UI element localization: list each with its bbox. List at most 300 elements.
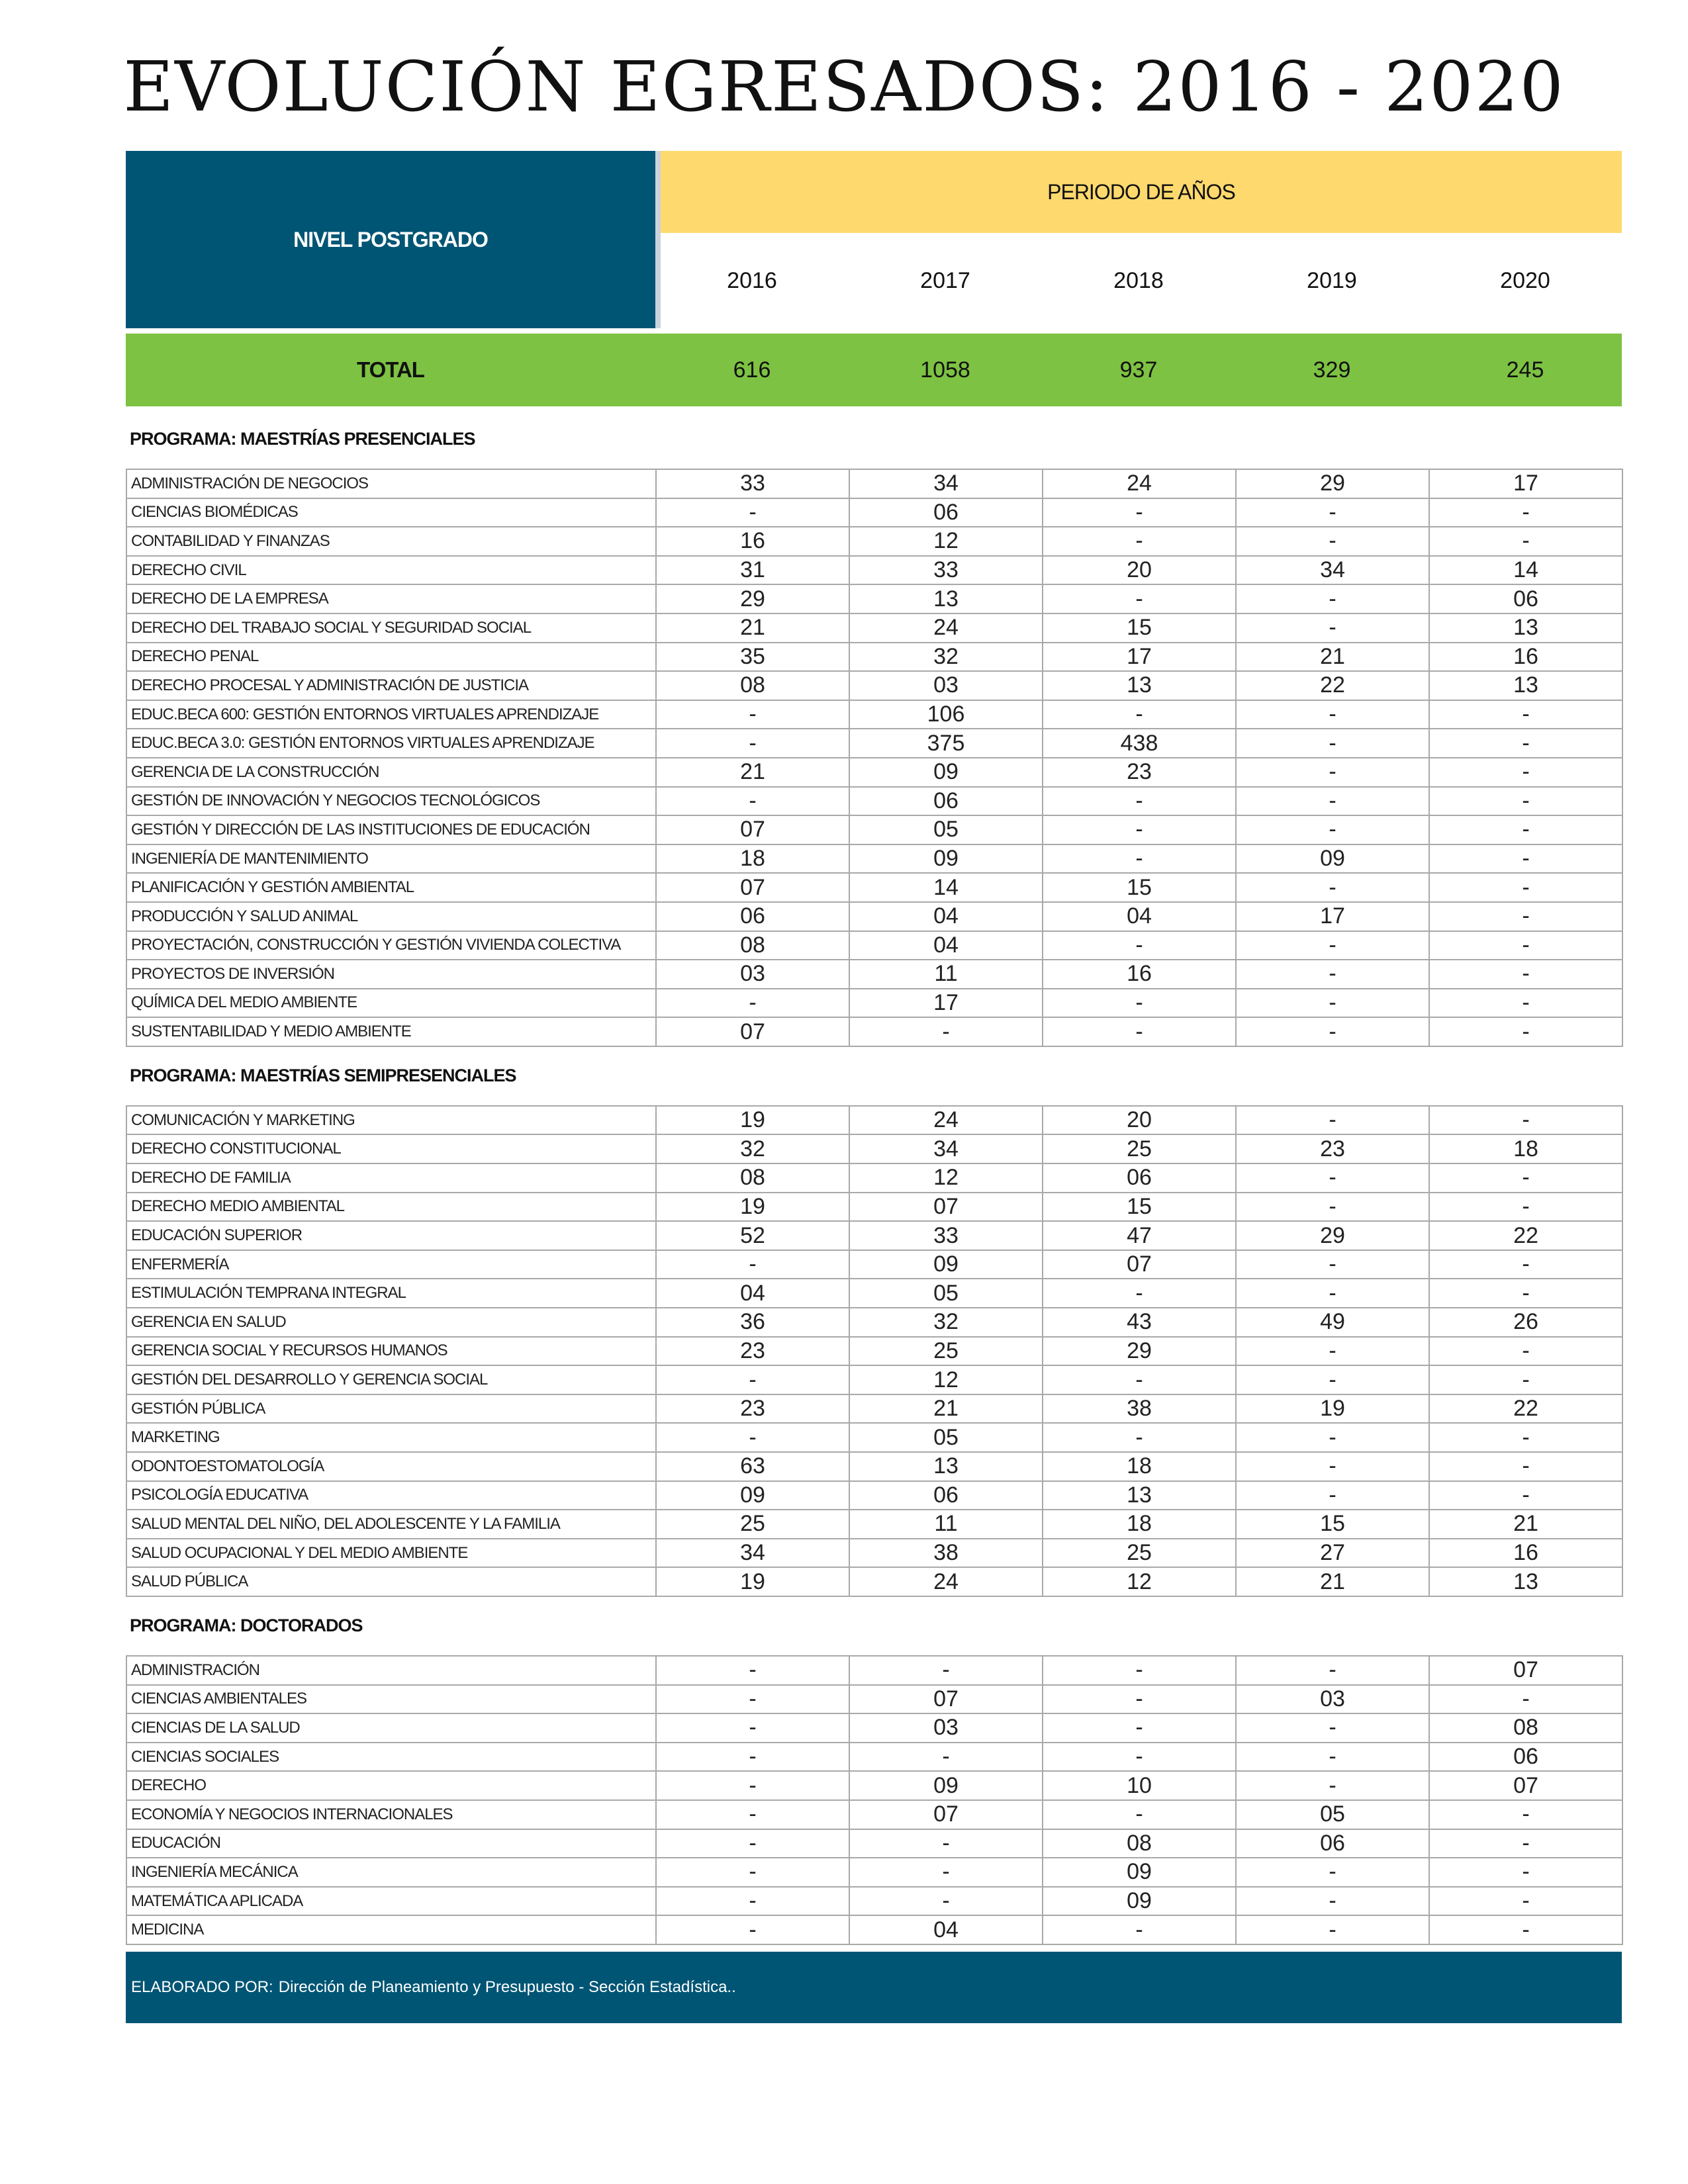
program-name: DERECHO <box>126 1771 656 1800</box>
graduates-count-cell: - <box>1236 758 1429 787</box>
graduates-count-cell: - <box>656 1713 849 1743</box>
graduates-count-cell: - <box>1429 787 1622 816</box>
table-row <box>126 873 1622 902</box>
table-row <box>126 469 1622 498</box>
graduates-count-cell: - <box>1043 1423 1236 1452</box>
graduates-count-cell: - <box>1429 1829 1622 1858</box>
table-row <box>126 700 1622 729</box>
graduates-count-cell: 36 <box>656 1308 849 1337</box>
program-name: PRODUCCIÓN Y SALUD ANIMAL <box>126 902 656 931</box>
graduates-count-cell: 19 <box>656 1193 849 1222</box>
graduates-count-cell: 33 <box>849 1221 1043 1250</box>
graduates-count-cell: 23 <box>656 1394 849 1424</box>
graduates-count-cell: - <box>656 787 849 816</box>
graduates-count-cell: - <box>1429 527 1622 556</box>
graduates-count-cell: 29 <box>1236 1221 1429 1250</box>
program-name: GESTIÓN Y DIRECCIÓN DE LAS INSTITUCIONES DE EDUCACIÓN <box>126 815 656 844</box>
graduates-count-cell: 05 <box>849 1279 1043 1308</box>
graduates-count-cell: 13 <box>1429 1567 1622 1596</box>
graduates-count-cell: - <box>1236 498 1429 527</box>
program-name: DERECHO MEDIO AMBIENTAL <box>126 1193 656 1222</box>
program-name: GERENCIA SOCIAL Y RECURSOS HUMANOS <box>126 1337 656 1366</box>
graduates-count-cell: - <box>1429 758 1622 787</box>
graduates-count-cell: - <box>656 1829 849 1858</box>
graduates-count-cell: - <box>1236 960 1429 989</box>
graduates-count-cell: 32 <box>849 643 1043 672</box>
graduates-count-cell: - <box>1043 498 1236 527</box>
table-row <box>126 1365 1622 1394</box>
graduates-count-cell: - <box>1236 989 1429 1018</box>
graduates-count-cell: - <box>1429 1279 1622 1308</box>
graduates-count-cell: - <box>1236 815 1429 844</box>
program-name: DERECHO DE FAMILIA <box>126 1163 656 1193</box>
graduates-count-cell: 07 <box>849 1685 1043 1714</box>
page-title: EVOLUCIÓN EGRESADOS: 2016 - 2020 <box>123 46 1565 127</box>
graduates-count-cell: - <box>1236 1713 1429 1743</box>
section-title: PROGRAMA: MAESTRÍAS SEMIPRESENCIALES <box>130 1066 516 1086</box>
graduates-count-cell: 14 <box>1429 556 1622 585</box>
graduates-count-cell: 17 <box>849 989 1043 1018</box>
table-row <box>126 1017 1622 1046</box>
graduates-count-cell: - <box>1236 1743 1429 1772</box>
graduates-count-cell: 49 <box>1236 1308 1429 1337</box>
graduates-count-cell: 07 <box>656 873 849 902</box>
graduates-count-cell: 07 <box>656 1017 849 1046</box>
graduates-count-cell: 06 <box>1429 1743 1622 1772</box>
graduates-count-cell: 03 <box>656 960 849 989</box>
graduates-count-cell: 15 <box>1236 1510 1429 1539</box>
graduates-count-cell: 04 <box>849 902 1043 931</box>
program-name: QUÍMICA DEL MEDIO AMBIENTE <box>126 989 656 1018</box>
program-name: CIENCIAS AMBIENTALES <box>126 1685 656 1714</box>
graduates-count-cell: 43 <box>1043 1308 1236 1337</box>
program-name: ODONTOESTOMATOLOGÍA <box>126 1452 656 1481</box>
graduates-count-cell: - <box>1236 1887 1429 1916</box>
graduates-count-cell: - <box>656 729 849 758</box>
graduates-count-cell: - <box>656 1858 849 1887</box>
graduates-count-cell: - <box>1236 1017 1429 1046</box>
graduates-count-cell: - <box>1236 527 1429 556</box>
graduates-count-cell: - <box>1236 1656 1429 1685</box>
table-row <box>126 1106 1622 1135</box>
program-name: DERECHO PROCESAL Y ADMINISTRACIÓN DE JUSTICIA <box>126 671 656 700</box>
graduates-count-cell: 04 <box>656 1279 849 1308</box>
graduates-count-cell: - <box>1429 989 1622 1018</box>
graduates-count-cell: 08 <box>1429 1713 1622 1743</box>
graduates-count-cell: - <box>1043 989 1236 1018</box>
table-row <box>126 729 1622 758</box>
table-row <box>126 1656 1622 1685</box>
program-name: SUSTENTABILIDAD Y MEDIO AMBIENTE <box>126 1017 656 1046</box>
graduates-count-cell: - <box>656 1365 849 1394</box>
graduates-count-cell: - <box>1236 931 1429 960</box>
table-header <box>126 151 1622 328</box>
program-name: MATEMÁTICA APLICADA <box>126 1887 656 1916</box>
graduates-count-cell: - <box>1429 1858 1622 1887</box>
table-row <box>126 1743 1622 1772</box>
graduates-count-cell: 21 <box>656 758 849 787</box>
graduates-count-cell: - <box>1429 1365 1622 1394</box>
total-value: 329 <box>1313 357 1351 383</box>
program-name: GESTIÓN DE INNOVACIÓN Y NEGOCIOS TECNOLÓGICOS <box>126 787 656 816</box>
graduates-count-cell: - <box>1429 1017 1622 1046</box>
graduates-count-cell: 29 <box>1236 469 1429 498</box>
graduates-count-cell: - <box>1429 931 1622 960</box>
graduates-count-cell: - <box>1236 1481 1429 1510</box>
graduates-count-cell: 11 <box>849 960 1043 989</box>
graduates-count-cell: 22 <box>1429 1394 1622 1424</box>
graduates-count-cell: 05 <box>849 1423 1043 1452</box>
graduates-count-cell: - <box>656 1800 849 1829</box>
graduates-count-cell: 16 <box>656 527 849 556</box>
table-row <box>126 1337 1622 1366</box>
program-name: EDUCACIÓN SUPERIOR <box>126 1221 656 1250</box>
footer-label: ELABORADO POR: <box>131 1978 273 1996</box>
program-name: CIENCIAS BIOMÉDICAS <box>126 498 656 527</box>
graduates-count-cell: 05 <box>849 815 1043 844</box>
table-row <box>126 931 1622 960</box>
graduates-count-cell: 52 <box>656 1221 849 1250</box>
graduates-count-cell: 18 <box>1043 1452 1236 1481</box>
program-name: GESTIÓN DEL DESARROLLO Y GERENCIA SOCIAL <box>126 1365 656 1394</box>
graduates-count-cell: 03 <box>849 671 1043 700</box>
graduates-count-cell: 18 <box>1043 1510 1236 1539</box>
program-name: ADMINISTRACIÓN <box>126 1656 656 1685</box>
graduates-count-cell: 09 <box>1043 1887 1236 1916</box>
graduates-count-cell: - <box>1043 1656 1236 1685</box>
graduates-count-cell: - <box>1429 729 1622 758</box>
program-sections <box>126 406 1622 1945</box>
program-name: SALUD MENTAL DEL NIÑO, DEL ADOLESCENTE Y LA FAMILIA <box>126 1510 656 1539</box>
graduates-count-cell: 03 <box>849 1713 1043 1743</box>
program-name: GERENCIA DE LA CONSTRUCCIÓN <box>126 758 656 787</box>
graduates-count-cell: 17 <box>1236 902 1429 931</box>
graduates-count-cell: 20 <box>1043 556 1236 585</box>
graduates-count-cell: - <box>1236 1771 1429 1800</box>
graduates-count-cell: 09 <box>1236 844 1429 874</box>
graduates-count-cell: 16 <box>1043 960 1236 989</box>
graduates-count-cell: - <box>1429 1887 1622 1916</box>
table-row <box>126 527 1622 556</box>
program-name: DERECHO PENAL <box>126 643 656 672</box>
graduates-count-cell: 19 <box>1236 1394 1429 1424</box>
graduates-count-cell: 10 <box>1043 1771 1236 1800</box>
graduates-count-cell: - <box>1043 700 1236 729</box>
program-name: DERECHO CONSTITUCIONAL <box>126 1134 656 1163</box>
program-name: PROYECTACIÓN, CONSTRUCCIÓN Y GESTIÓN VIVIENDA COLECTIVA <box>126 931 656 960</box>
graduates-count-cell: 08 <box>656 1163 849 1193</box>
graduates-count-cell: 04 <box>849 1915 1043 1944</box>
table-row <box>126 989 1622 1018</box>
graduates-count-cell: 12 <box>849 1163 1043 1193</box>
periodo-header: PERIODO DE AÑOS <box>661 151 1622 233</box>
graduates-count-cell: 06 <box>1429 584 1622 614</box>
graduates-count-cell: - <box>849 1829 1043 1858</box>
graduates-count-cell: 04 <box>1043 902 1236 931</box>
graduates-count-cell: - <box>1429 1800 1622 1829</box>
graduates-count-cell: - <box>656 1685 849 1714</box>
program-name: EDUC.BECA 3.0: GESTIÓN ENTORNOS VIRTUALES APRENDIZAJE <box>126 729 656 758</box>
graduates-count-cell: - <box>1043 787 1236 816</box>
graduates-count-cell: - <box>1236 1423 1429 1452</box>
graduates-count-cell: 06 <box>1043 1163 1236 1193</box>
program-name: PROYECTOS DE INVERSIÓN <box>126 960 656 989</box>
nivel-postgrado-header: NIVEL POSTGRADO <box>126 151 655 328</box>
graduates-count-cell: - <box>849 1017 1043 1046</box>
program-name: ENFERMERÍA <box>126 1250 656 1279</box>
graduates-count-cell: 24 <box>849 614 1043 643</box>
graduates-count-cell: 32 <box>656 1134 849 1163</box>
graduates-count-cell: 07 <box>1429 1656 1622 1685</box>
total-label: TOTAL <box>357 357 424 382</box>
table-row <box>126 1250 1622 1279</box>
graduates-count-cell: 15 <box>1043 1193 1236 1222</box>
graduates-count-cell: 34 <box>1236 556 1429 585</box>
table-row <box>126 1193 1622 1222</box>
total-row <box>126 334 1622 406</box>
graduates-count-cell: 18 <box>656 844 849 874</box>
graduates-count-cell: 23 <box>1236 1134 1429 1163</box>
graduates-count-cell: 09 <box>849 758 1043 787</box>
graduates-count-cell: 06 <box>849 1481 1043 1510</box>
graduates-count-cell: 17 <box>1429 469 1622 498</box>
graduates-count-cell: - <box>1236 873 1429 902</box>
graduates-count-cell: 06 <box>1236 1829 1429 1858</box>
graduates-count-cell: - <box>1429 960 1622 989</box>
graduates-count-cell: 15 <box>1043 873 1236 902</box>
table-row <box>126 498 1622 527</box>
graduates-count-cell: - <box>849 1656 1043 1685</box>
table-row <box>126 1829 1622 1858</box>
table-row <box>126 1539 1622 1568</box>
section-title: PROGRAMA: MAESTRÍAS PRESENCIALES <box>130 428 475 449</box>
program-name: MEDICINA <box>126 1915 656 1944</box>
graduates-count-cell: 19 <box>656 1106 849 1135</box>
graduates-count-cell: 09 <box>849 844 1043 874</box>
graduates-count-cell: 07 <box>849 1193 1043 1222</box>
graduates-count-cell: 21 <box>849 1394 1043 1424</box>
year-header: 2020 <box>1500 267 1550 293</box>
graduates-count-cell: 06 <box>849 498 1043 527</box>
total-value: 937 <box>1119 357 1158 383</box>
graduates-count-cell: 13 <box>849 1452 1043 1481</box>
total-value: 245 <box>1506 357 1544 383</box>
graduates-count-cell: 34 <box>849 1134 1043 1163</box>
graduates-count-cell: - <box>1043 1279 1236 1308</box>
graduates-count-cell: - <box>849 1743 1043 1772</box>
graduates-count-cell: - <box>1043 584 1236 614</box>
table-row <box>126 1452 1622 1481</box>
graduates-count-cell: 33 <box>849 556 1043 585</box>
graduates-count-cell: - <box>1236 1193 1429 1222</box>
graduates-count-cell: - <box>656 1771 849 1800</box>
program-name: CONTABILIDAD Y FINANZAS <box>126 527 656 556</box>
table-row <box>126 1163 1622 1193</box>
graduates-count-cell: 375 <box>849 729 1043 758</box>
graduates-count-cell: - <box>1429 1106 1622 1135</box>
graduates-count-cell: 25 <box>1043 1539 1236 1568</box>
graduates-count-cell: - <box>1236 700 1429 729</box>
table-row <box>126 671 1622 700</box>
graduates-count-cell: - <box>1429 1915 1622 1944</box>
graduates-count-cell: 03 <box>1236 1685 1429 1714</box>
year-headers <box>655 233 1622 328</box>
table-row <box>126 1510 1622 1539</box>
graduates-count-cell: 25 <box>656 1510 849 1539</box>
graduates-count-cell: 106 <box>849 700 1043 729</box>
graduates-count-cell: - <box>1236 729 1429 758</box>
table-row <box>126 960 1622 989</box>
graduates-count-cell: 07 <box>1429 1771 1622 1800</box>
graduates-count-cell: - <box>1429 1685 1622 1714</box>
year-header: 2018 <box>1113 267 1164 293</box>
graduates-count-cell: 25 <box>1043 1134 1236 1163</box>
graduates-count-cell: 07 <box>656 815 849 844</box>
graduates-count-cell: - <box>1043 1365 1236 1394</box>
graduates-count-cell: 33 <box>656 469 849 498</box>
graduates-count-cell: - <box>1043 1685 1236 1714</box>
graduates-count-cell: - <box>1429 700 1622 729</box>
table-row <box>126 1394 1622 1424</box>
program-name: DERECHO DE LA EMPRESA <box>126 584 656 614</box>
graduates-count-cell: 17 <box>1043 643 1236 672</box>
graduates-count-cell: 08 <box>656 671 849 700</box>
table-row <box>126 1771 1622 1800</box>
graduates-count-cell: 06 <box>849 787 1043 816</box>
graduates-count-cell: 34 <box>849 469 1043 498</box>
graduates-count-cell: - <box>1043 1713 1236 1743</box>
graduates-count-cell: 38 <box>1043 1394 1236 1424</box>
table-row <box>126 1279 1622 1308</box>
program-name: DERECHO DEL TRABAJO SOCIAL Y SEGURIDAD SOCIAL <box>126 614 656 643</box>
graduates-count-cell: 20 <box>1043 1106 1236 1135</box>
graduates-count-cell: 38 <box>849 1539 1043 1568</box>
graduates-count-cell: - <box>1236 1250 1429 1279</box>
table-row <box>126 1481 1622 1510</box>
graduates-count-cell: - <box>1236 787 1429 816</box>
year-header: 2017 <box>920 267 970 293</box>
graduates-count-cell: - <box>1429 873 1622 902</box>
graduates-count-cell: 09 <box>1043 1858 1236 1887</box>
graduates-count-cell: - <box>1043 1743 1236 1772</box>
graduates-count-cell: - <box>1429 1163 1622 1193</box>
graduates-count-cell: 34 <box>656 1539 849 1568</box>
graduates-count-cell: 24 <box>849 1567 1043 1596</box>
graduates-count-cell: 13 <box>1043 1481 1236 1510</box>
graduates-count-cell: 63 <box>656 1452 849 1481</box>
graduates-count-cell: 16 <box>1429 643 1622 672</box>
graduates-count-cell: - <box>1043 844 1236 874</box>
graduates-count-cell: 32 <box>849 1308 1043 1337</box>
program-name: GERENCIA EN SALUD <box>126 1308 656 1337</box>
table-row <box>126 1134 1622 1163</box>
footer-bar <box>126 1952 1622 2023</box>
graduates-count-cell: - <box>1236 584 1429 614</box>
graduates-count-cell: - <box>1043 1915 1236 1944</box>
table-row <box>126 787 1622 816</box>
total-value: 616 <box>733 357 771 383</box>
year-header: 2019 <box>1307 267 1357 293</box>
program-name: CIENCIAS DE LA SALUD <box>126 1713 656 1743</box>
graduates-count-cell: - <box>656 1887 849 1916</box>
graduates-count-cell: - <box>1429 902 1622 931</box>
program-table <box>126 469 1623 1047</box>
graduates-count-cell: 21 <box>656 614 849 643</box>
table-row <box>126 643 1622 672</box>
graduates-count-cell: - <box>1043 527 1236 556</box>
graduates-count-cell: 06 <box>656 902 849 931</box>
graduates-count-cell: 26 <box>1429 1308 1622 1337</box>
table-row <box>126 1685 1622 1714</box>
graduates-count-cell: - <box>1043 931 1236 960</box>
graduates-count-cell: - <box>1429 498 1622 527</box>
program-name: SALUD OCUPACIONAL Y DEL MEDIO AMBIENTE <box>126 1539 656 1568</box>
graduates-count-cell: 12 <box>1043 1567 1236 1596</box>
graduates-count-cell: - <box>1236 1365 1429 1394</box>
table-row <box>126 1423 1622 1452</box>
table-row <box>126 1713 1622 1743</box>
graduates-count-cell: - <box>849 1858 1043 1887</box>
section-title: PROGRAMA: DOCTORADOS <box>130 1615 363 1636</box>
graduates-count-cell: - <box>1236 1915 1429 1944</box>
graduates-count-cell: 15 <box>1043 614 1236 643</box>
graduates-count-cell: - <box>1429 1193 1622 1222</box>
table-row <box>126 584 1622 614</box>
graduates-count-cell: 438 <box>1043 729 1236 758</box>
graduates-count-cell: - <box>656 1915 849 1944</box>
table-row <box>126 1915 1622 1944</box>
graduates-count-cell: 09 <box>656 1481 849 1510</box>
table-row <box>126 844 1622 874</box>
graduates-count-cell: 31 <box>656 556 849 585</box>
graduates-count-cell: - <box>1043 1017 1236 1046</box>
graduates-count-cell: - <box>1236 614 1429 643</box>
graduates-count-cell: 21 <box>1236 643 1429 672</box>
program-name: GESTIÓN PÚBLICA <box>126 1394 656 1424</box>
graduates-count-cell: 11 <box>849 1510 1043 1539</box>
graduates-count-cell: 24 <box>1043 469 1236 498</box>
graduates-count-cell: 12 <box>849 1365 1043 1394</box>
graduates-count-cell: - <box>1236 1106 1429 1135</box>
graduates-count-cell: - <box>656 498 849 527</box>
table-row <box>126 902 1622 931</box>
graduates-count-cell: - <box>656 989 849 1018</box>
graduates-count-cell: - <box>656 700 849 729</box>
graduates-count-cell: 14 <box>849 873 1043 902</box>
program-name: EDUC.BECA 600: GESTIÓN ENTORNOS VIRTUALES APRENDIZAJE <box>126 700 656 729</box>
graduates-count-cell: 07 <box>1043 1250 1236 1279</box>
graduates-count-cell: 29 <box>656 584 849 614</box>
table-row <box>126 1887 1622 1916</box>
table-row <box>126 1858 1622 1887</box>
graduates-count-cell: - <box>1429 1250 1622 1279</box>
program-table <box>126 1105 1623 1597</box>
graduates-count-cell: 22 <box>1429 1221 1622 1250</box>
graduates-count-cell: 13 <box>1429 614 1622 643</box>
graduates-count-cell: 04 <box>849 931 1043 960</box>
graduates-count-cell: 22 <box>1236 671 1429 700</box>
graduates-count-cell: 12 <box>849 527 1043 556</box>
graduates-count-cell: - <box>1043 1800 1236 1829</box>
graduates-count-cell: 08 <box>1043 1829 1236 1858</box>
table-row <box>126 758 1622 787</box>
graduates-count-cell: - <box>1236 1163 1429 1193</box>
total-value: 1058 <box>920 357 970 383</box>
graduates-count-cell: 47 <box>1043 1221 1236 1250</box>
graduates-count-cell: 07 <box>849 1800 1043 1829</box>
graduates-count-cell: - <box>1429 1481 1622 1510</box>
graduates-count-cell: 29 <box>1043 1337 1236 1366</box>
